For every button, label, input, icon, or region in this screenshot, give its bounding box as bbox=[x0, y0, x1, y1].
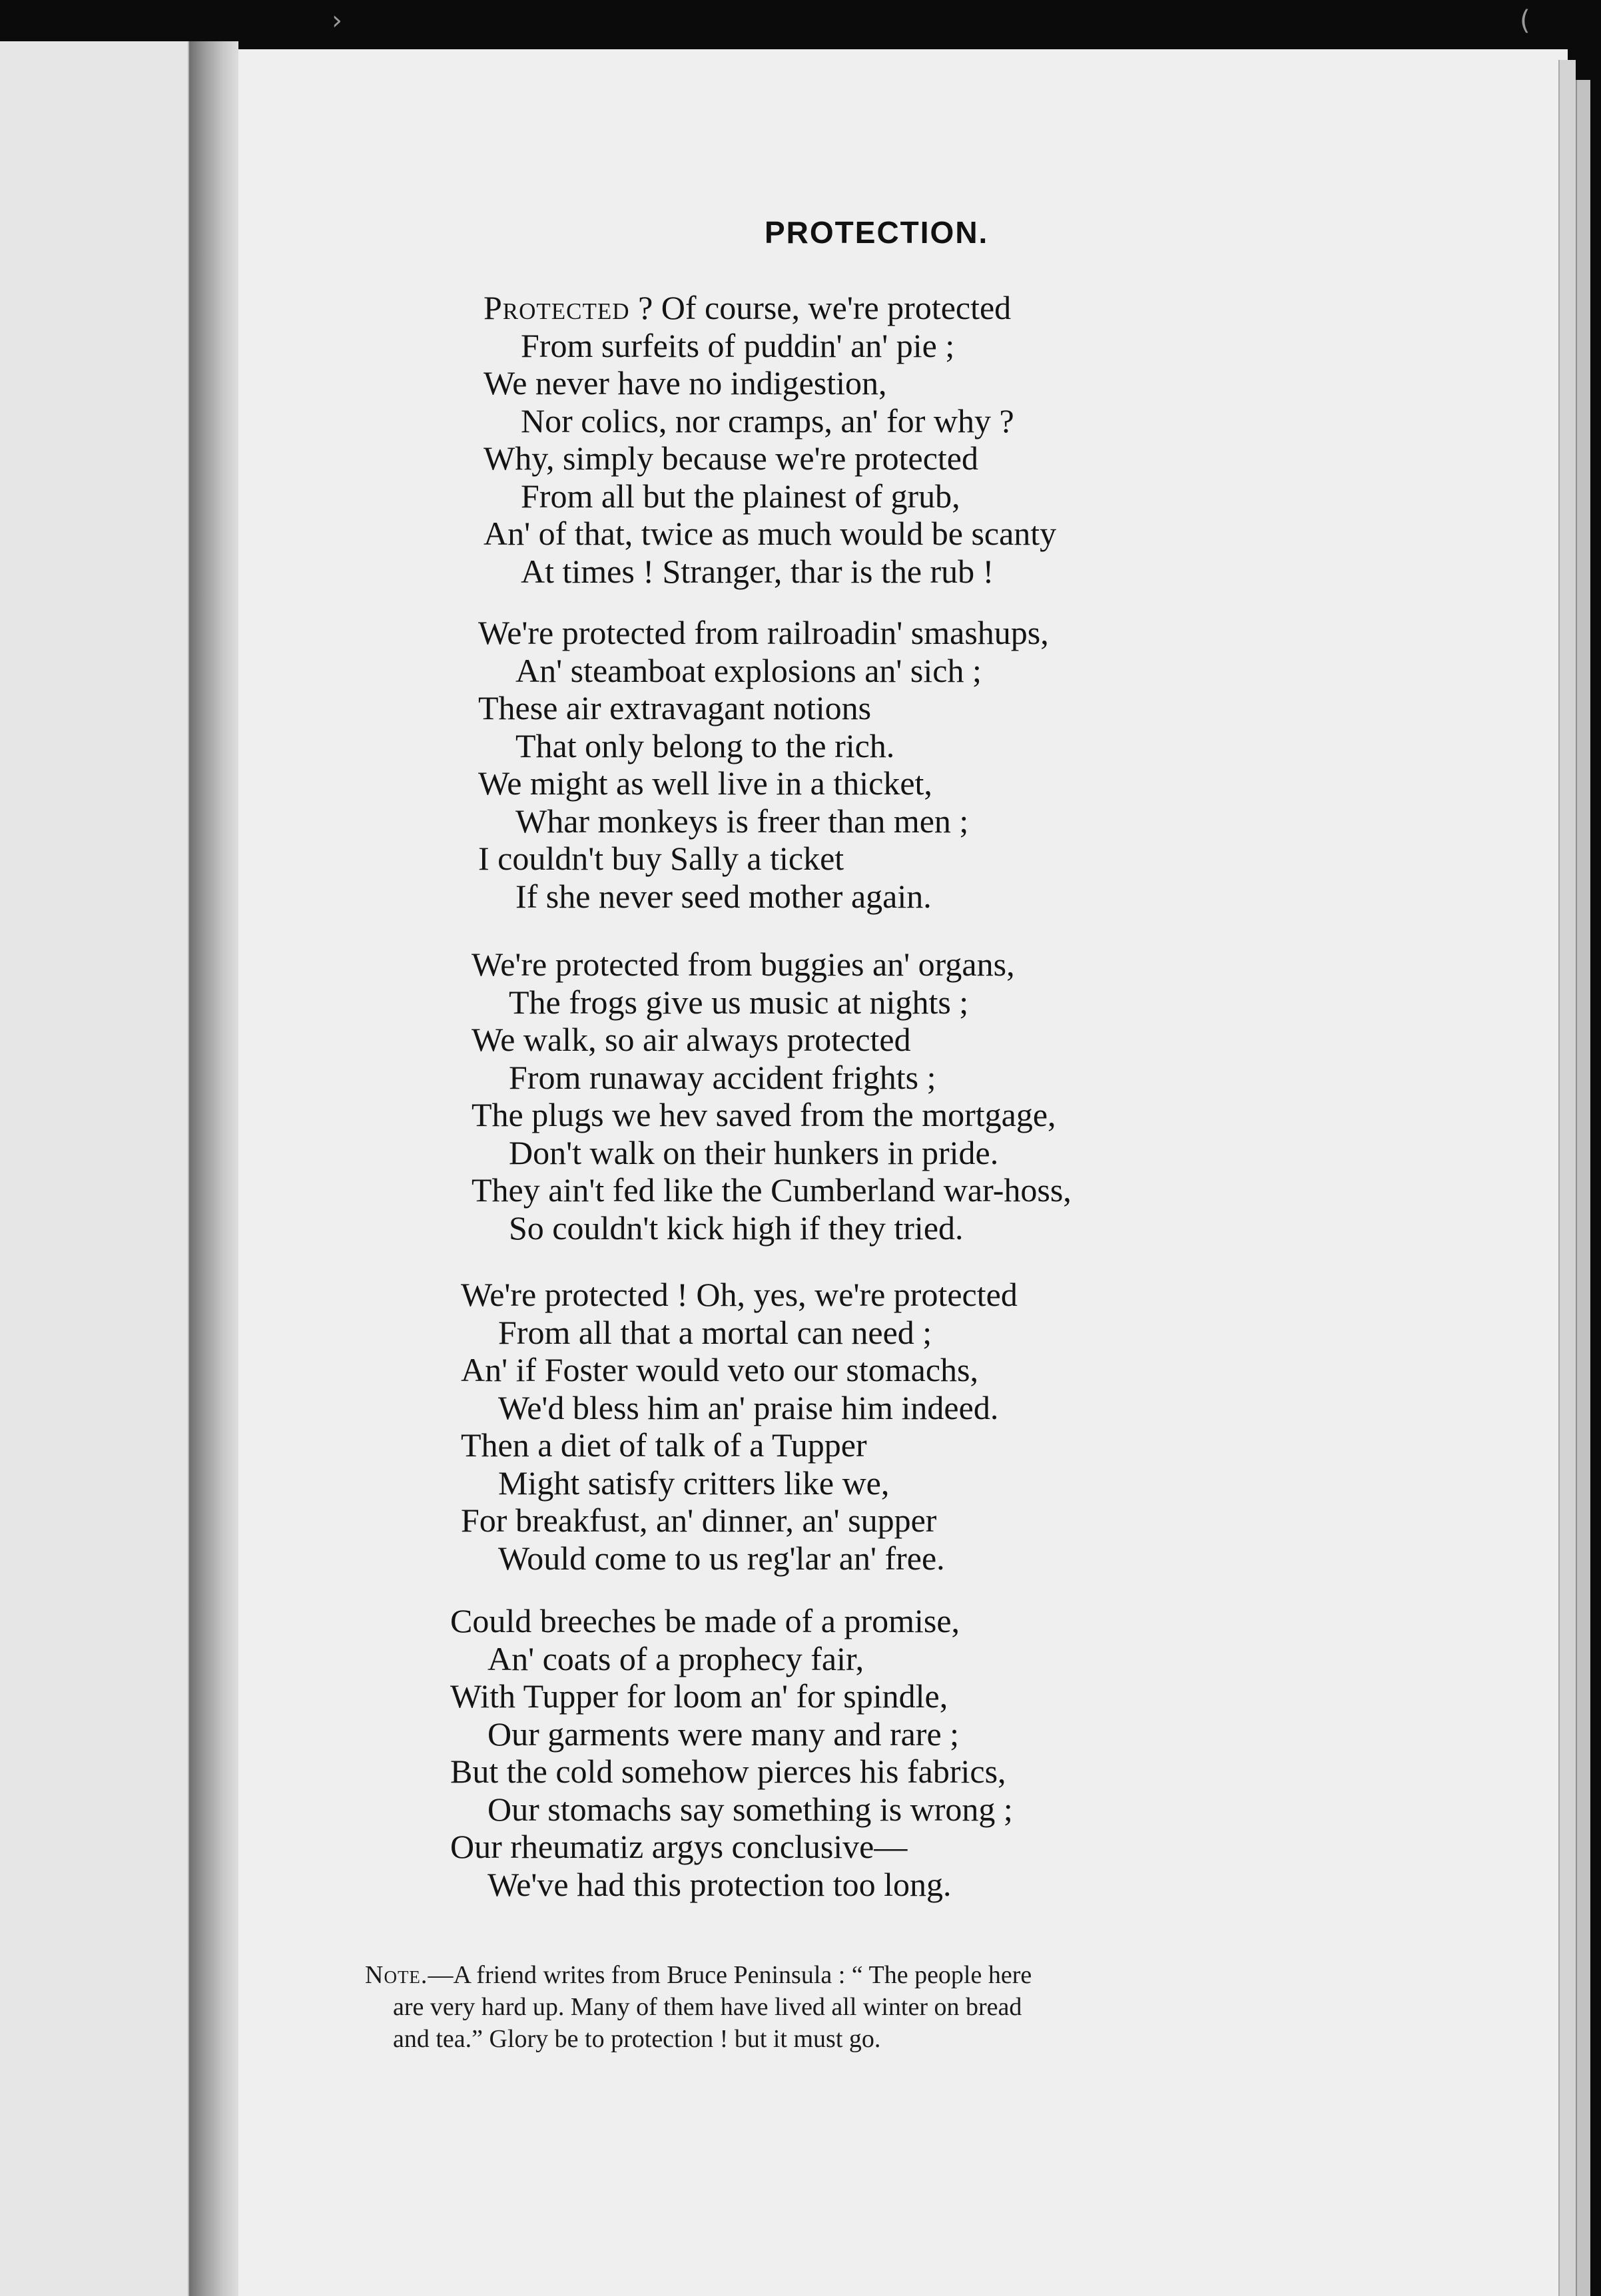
poem-line: We're protected from buggies an' organs, bbox=[472, 946, 1015, 983]
poem-line: We never have no indigestion, bbox=[483, 364, 887, 402]
poem-line: Whar monkeys is freer than men ; bbox=[515, 802, 969, 840]
poem-line: From all that a mortal can need ; bbox=[498, 1313, 932, 1351]
footnote bbox=[365, 1959, 1311, 2055]
poem-line bbox=[483, 289, 1283, 327]
poem-line: With Tupper for loom an' for spindle, bbox=[450, 1677, 948, 1715]
poem-line: If she never seed mother again. bbox=[515, 877, 932, 915]
poem-line: An' steamboat explosions an' sich ; bbox=[515, 651, 982, 689]
poem-line: From all but the plainest of grub, bbox=[521, 477, 960, 515]
poem-line: From runaway accident frights ; bbox=[509, 1058, 936, 1096]
poem-line: We've had this protection too long. bbox=[487, 1865, 952, 1903]
poem-line: Would come to us reg'lar an' free. bbox=[498, 1539, 945, 1577]
poem-line: An' if Foster would veto our stomachs, bbox=[461, 1351, 978, 1388]
poem-line: Might satisfy critters like we, bbox=[498, 1464, 890, 1502]
poem-line: An' coats of a prophecy fair, bbox=[487, 1639, 864, 1677]
poem-line: But the cold somehow pierces his fabrics, bbox=[450, 1753, 1006, 1790]
footnote-line: and tea.” Glory be to protection ! but it must go. bbox=[393, 2025, 881, 2053]
poem-line: Our stomachs say something is wrong ; bbox=[487, 1790, 1013, 1828]
footnote-line bbox=[365, 1959, 1311, 1991]
poem-line: These air extravagant notions bbox=[478, 689, 872, 726]
poem-line: From surfeits of puddin' an' pie ; bbox=[521, 326, 955, 364]
poem-line: The plugs we hev saved from the mortgage, bbox=[472, 1096, 1056, 1133]
poem-line: Our rheumatiz argys conclusive— bbox=[450, 1828, 908, 1865]
opening-word: Protected bbox=[483, 289, 630, 326]
stanza-3 bbox=[472, 946, 1271, 1247]
poem-line: Why, simply because we're protected bbox=[483, 439, 978, 477]
page-stack-edge-outer bbox=[1576, 80, 1590, 2296]
poem-line: For breakfust, an' dinner, an' supper bbox=[461, 1502, 937, 1539]
poem-line: That only belong to the rich. bbox=[515, 726, 895, 764]
page-stack-edge bbox=[1558, 60, 1576, 2296]
poem-line: We're protected from railroadin' smashups, bbox=[478, 614, 1049, 651]
poem-line: Our garments were many and rare ; bbox=[487, 1715, 960, 1753]
poem-line: An' of that, twice as much would be scanty bbox=[483, 515, 1057, 552]
stanza-1 bbox=[483, 289, 1283, 590]
stanza-4 bbox=[461, 1276, 1260, 1577]
poem-line: We might as well live in a thicket, bbox=[478, 764, 932, 802]
poem-line: Nor colics, nor cramps, an' for why ? bbox=[521, 402, 1014, 439]
footnote-text: —A friend writes from Bruce Peninsula : “ The people here bbox=[428, 1961, 1032, 1989]
book-gutter bbox=[189, 41, 238, 2296]
poem-line: We walk, so air always protected bbox=[472, 1021, 911, 1058]
stanza-5 bbox=[450, 1602, 1249, 1903]
scan-corner-mark-left: › bbox=[332, 5, 342, 36]
poem-line: So couldn't kick high if they tried. bbox=[509, 1209, 964, 1247]
poem-line: They ain't fed like the Cumberland war-hoss, bbox=[472, 1171, 1072, 1209]
footnote-label: Note. bbox=[365, 1961, 428, 1989]
stanza-2 bbox=[478, 614, 1277, 915]
poem-line: We'd bless him an' praise him indeed. bbox=[498, 1388, 999, 1426]
scan-corner-mark-right: ( bbox=[1520, 5, 1530, 36]
poem-line: We're protected ! Oh, yes, we're protected bbox=[461, 1276, 1018, 1313]
poem-line: Could breeches be made of a promise, bbox=[450, 1602, 960, 1639]
poem-line: Don't walk on their hunkers in pride. bbox=[509, 1133, 999, 1171]
poem-line: The frogs give us music at nights ; bbox=[509, 983, 969, 1021]
poem-line: Then a diet of talk of a Tupper bbox=[461, 1426, 867, 1464]
poem-title: PROTECTION. bbox=[765, 215, 989, 250]
footnote-line: are very hard up. Many of them have lived all winter on bread bbox=[393, 1993, 1022, 2021]
left-page-edge bbox=[0, 41, 189, 2296]
poem-line: I couldn't buy Sally a ticket bbox=[478, 840, 844, 877]
line-text: ? Of course, we're protected bbox=[629, 289, 1012, 326]
poem-line: At times ! Stranger, thar is the rub ! bbox=[521, 552, 994, 590]
